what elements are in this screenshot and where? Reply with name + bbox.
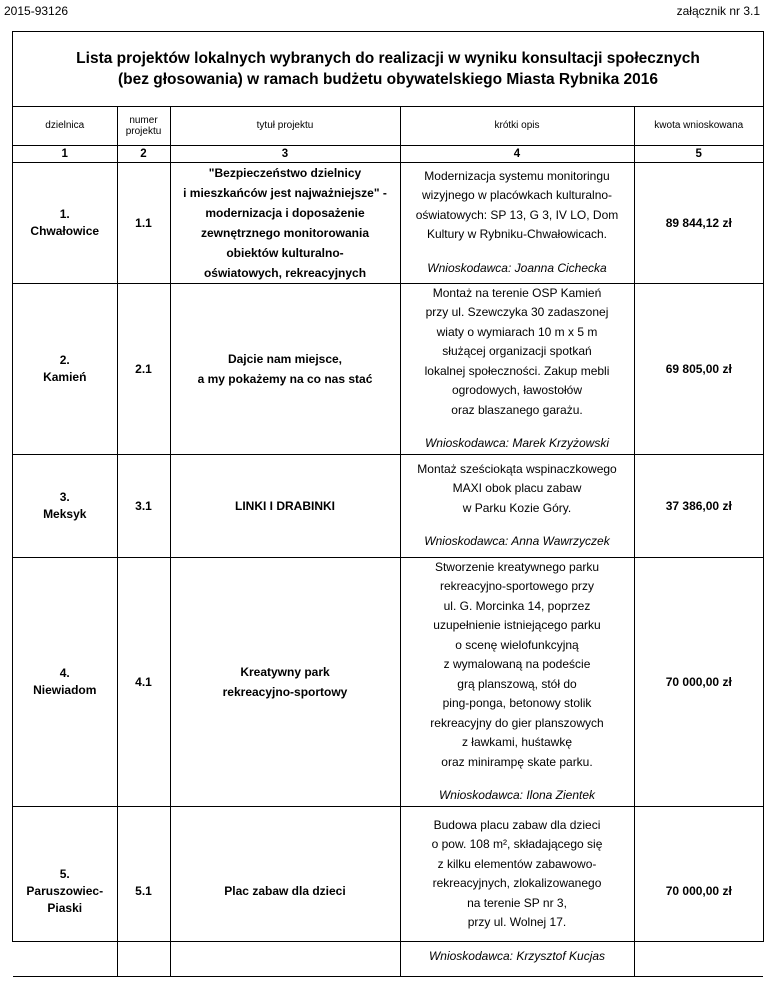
applicant-name: Wnioskodawca: Ilona Zientek — [438, 788, 596, 802]
district-cell: 4. Niewiadom — [13, 557, 117, 806]
project-title-cell: Dajcie nam miejsce, a my pokażemy na co nas stać — [170, 283, 400, 454]
description-cell — [400, 557, 634, 806]
district-cell: 1. Chwałowice — [13, 162, 117, 283]
table-row — [13, 162, 763, 283]
description-text: Montaż sześciokąta wspinaczkowego MAXI obok placu zabaw w Parku Kozie Góry. — [417, 461, 617, 515]
header-project-number: numer projektu — [117, 107, 170, 145]
amount-cell: 89 844,12 zł — [634, 162, 763, 283]
project-number-cell: 1.1 — [117, 162, 170, 283]
column-number: 2 — [117, 145, 170, 162]
document-frame — [12, 31, 764, 963]
amount-cell: 70 000,00 zł — [634, 557, 763, 806]
title-line-1: Lista projektów lokalnych wybranych do realizacji w wyniku konsultacji społecznych — [76, 50, 700, 67]
table-row — [13, 806, 763, 976]
description-text: Budowa placu zabaw dla dzieci o pow. 108 m², składającego się z kilku elementów zabawowo- rekreacyjnych, zlokalizowanego na terenie SP nr 3, przy ul. Wolnej 17. — [431, 817, 603, 930]
amount-cell: 69 805,00 zł — [634, 283, 763, 454]
attachment-label: załącznik nr 3.1 — [676, 4, 760, 18]
description-cell — [400, 162, 634, 283]
description-cell — [400, 806, 634, 976]
document-title — [13, 32, 763, 107]
project-title-cell: Plac zabaw dla dzieci — [170, 806, 400, 976]
project-number-cell: 5.1 — [117, 806, 170, 976]
header-project-title: tytuł projektu — [170, 107, 400, 145]
district-cell: 3. Meksyk — [13, 454, 117, 557]
description-text: Montaż na terenie OSP Kamień przy ul. Szewczyka 30 zadaszonej wiaty o wymiarach 10 m x 5 m służącej organizacji spotkań lokalnej społeczności. Zakup mebli ogrodowych, ławostołów oraz blaszanego garażu. — [424, 285, 610, 417]
table-header-row — [13, 107, 763, 145]
column-number: 4 — [400, 145, 634, 162]
column-number: 1 — [13, 145, 117, 162]
project-number-cell: 3.1 — [117, 454, 170, 557]
table-row — [13, 557, 763, 806]
description-text: Stworzenie kreatywnego parku rekreacyjno-sportowego przy ul. G. Morcinka 14, poprzez uzupełnienie istniejącego parku o scenę wielofunkcyjną z wymalowaną na podeście grą planszową, stół do ping-ponga, betonowy stolik rekreacyjny do gier planszowych z ławkami, huśtawkę oraz minirampę skate parku. — [430, 559, 604, 769]
project-title-cell: LINKI I DRABINKI — [170, 454, 400, 557]
applicant-name: Wnioskodawca: Marek Krzyżowski — [424, 436, 610, 450]
applicant-name: Wnioskodawca: Joanna Cichecka — [427, 260, 607, 275]
document-id: 2015-93126 — [4, 4, 69, 18]
district-cell: 2. Kamień — [13, 283, 117, 454]
project-title-cell: "Bezpieczeństwo dzielnicy i mieszkańców jest najważniejsze" - modernizacja i doposażenie zewnętrznego monitorowania obiektów kulturalno- oświatowych, rekreacyjnych — [170, 162, 400, 283]
amount-cell: 37 386,00 zł — [634, 454, 763, 557]
title-line-2: (bez głosowania) w ramach budżetu obywatelskiego Miasta Rybnika 2016 — [117, 71, 659, 88]
applicant-name: Wnioskodawca: Anna Wawrzyczek — [424, 534, 610, 548]
projects-table — [13, 107, 763, 977]
column-number-row — [13, 145, 763, 162]
applicant-name: Wnioskodawca: Krzysztof Kucjas — [428, 948, 606, 963]
table-row — [13, 454, 763, 557]
header-short-description: krótki opis — [400, 107, 634, 145]
project-number-cell: 4.1 — [117, 557, 170, 806]
project-number-cell: 2.1 — [117, 283, 170, 454]
column-number: 3 — [170, 145, 400, 162]
header-amount: kwota wnioskowana — [634, 107, 763, 145]
description-cell — [400, 454, 634, 557]
district-cell: 5. Paruszowiec- Piaski — [13, 806, 117, 976]
amount-cell: 70 000,00 zł — [634, 806, 763, 976]
header-district: dzielnica — [13, 107, 117, 145]
project-title-cell: Kreatywny park rekreacyjno-sportowy — [170, 557, 400, 806]
description-cell — [400, 283, 634, 454]
description-text: Modernizacja systemu monitoringu wizyjnego w placówkach kulturalno- oświatowych: SP 13, G 3, IV LO, Dom Kultury w Rybniku-Chwałowicach. — [415, 168, 619, 242]
column-number: 5 — [634, 145, 763, 162]
table-row — [13, 283, 763, 454]
